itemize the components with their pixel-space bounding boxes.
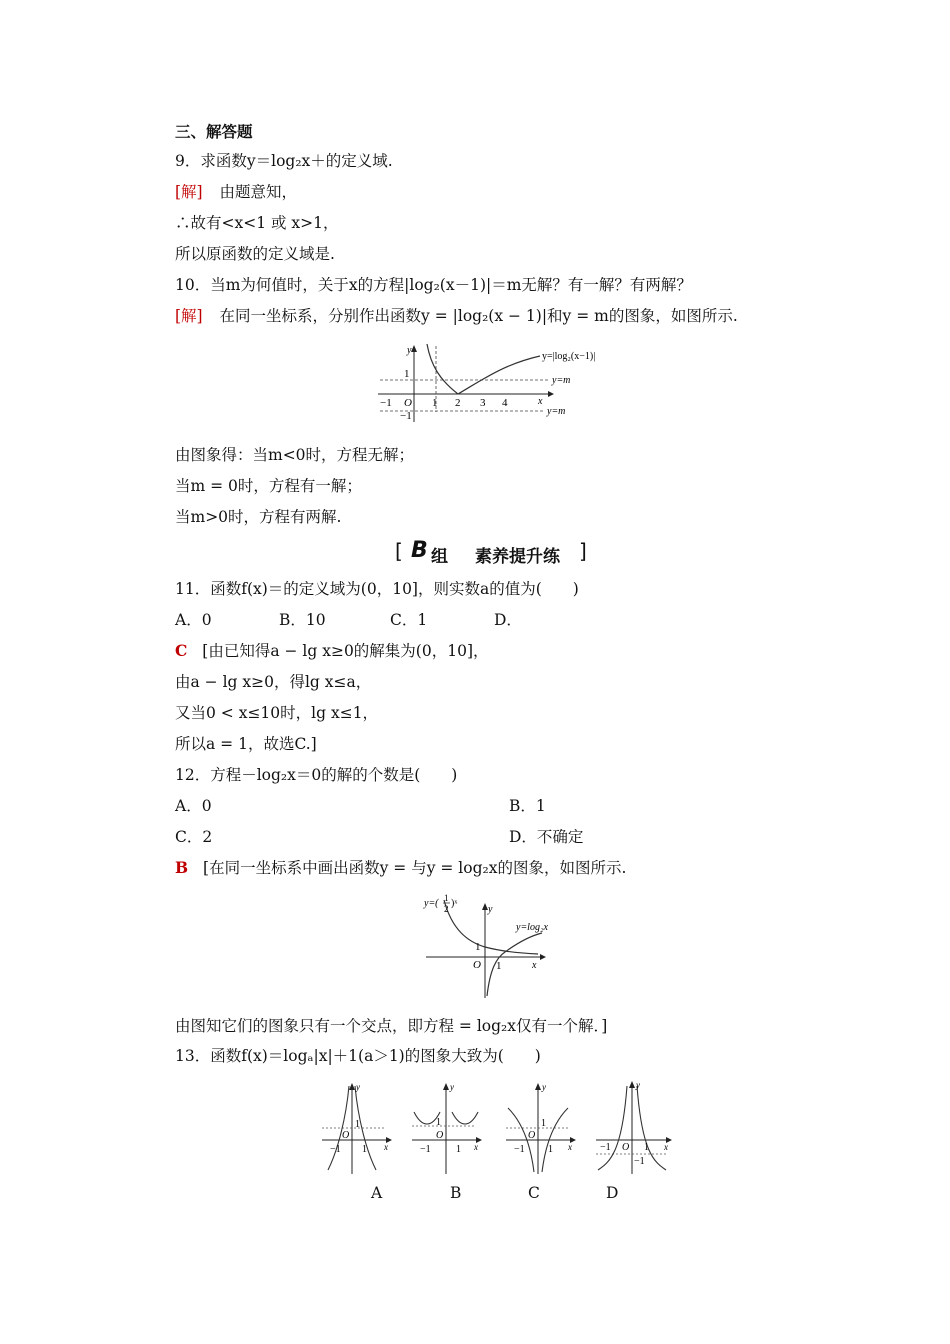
x-tick-3: 3 xyxy=(480,397,486,409)
q11-question: 11．函数f(x)＝的定义域为(0，10]，则实数a的值为( ) xyxy=(175,580,579,598)
q9-solution-line-1 xyxy=(175,181,297,203)
banner-letter: B xyxy=(411,538,428,563)
q11-solution-line-1 xyxy=(175,640,489,662)
y-label: y xyxy=(450,1082,454,1092)
q9-solution-line-3: 所以原函数的定义域是. xyxy=(175,245,335,263)
x-label: x xyxy=(664,1142,668,1152)
q13-graph-c xyxy=(502,1078,582,1176)
y-axis-label: y xyxy=(488,904,493,915)
x-label: x xyxy=(384,1142,388,1152)
y-label: y xyxy=(542,1082,546,1092)
q10-solution-line-1 xyxy=(175,305,738,327)
x-label: x xyxy=(474,1142,478,1152)
y-axis-arrow xyxy=(443,1083,449,1090)
x-tick-4: 4 xyxy=(502,397,508,409)
y-tick-neg1: −1 xyxy=(634,1156,645,1167)
q11-s1: [由已知得a − lg x≥0的解集为(0，10]， xyxy=(202,642,489,660)
x-tick-neg1: −1 xyxy=(380,397,392,409)
y-label: y xyxy=(356,1082,360,1092)
q12-question: 12．方程－log₂x＝0的解的个数是( ) xyxy=(175,766,458,784)
x-tick-neg1: −1 xyxy=(514,1144,525,1155)
y-axis-arrow xyxy=(349,1083,355,1090)
q10-graph xyxy=(370,342,620,424)
x-tick-1: 1 xyxy=(644,1142,649,1153)
q13-graph-d xyxy=(592,1078,678,1176)
q11-option-b: B．10 xyxy=(279,611,326,629)
q12-option-a: A．0 xyxy=(175,797,212,815)
exp-label-den: 2 xyxy=(444,904,449,914)
q13-question: 13．函数f(x)＝logₐ|x|＋1(a＞1)的图象大致为( ) xyxy=(175,1047,541,1065)
solution-tag: [解] xyxy=(175,307,203,325)
q10-s1: 在同一坐标系，分别作出函数y = |log₂(x − 1)|和y = m的图象，如图所示. xyxy=(219,307,738,325)
q11-solution-line-3: 又当0 < x≤10时，lg x≤1， xyxy=(175,704,379,722)
origin-label: O xyxy=(622,1142,630,1153)
q9-question: 9．求函数y＝log₂x＋的定义域. xyxy=(175,152,393,170)
q13-caption-b: B xyxy=(450,1184,462,1202)
x-axis-arrow xyxy=(540,954,546,960)
y-axis-arrow xyxy=(629,1081,635,1088)
q12-option-d: D．不确定 xyxy=(509,828,584,846)
x-tick-1: 1 xyxy=(496,960,502,972)
q13-graph-b xyxy=(408,1078,488,1176)
banner-close-bracket: ] xyxy=(579,539,587,563)
origin-label: O xyxy=(436,1130,444,1141)
y-tick-1: 1 xyxy=(541,1118,546,1129)
x-tick-1: 1 xyxy=(548,1144,553,1155)
x-tick-1: 1 xyxy=(432,397,438,409)
curve-label: y=|log₂(x−1)| xyxy=(542,351,596,362)
origin-label: O xyxy=(473,959,481,971)
q11-option-d: D． xyxy=(494,611,522,629)
banner-open-bracket: [ xyxy=(395,539,403,563)
x-tick-2: 2 xyxy=(455,397,461,409)
x-tick-neg1: −1 xyxy=(330,1144,341,1155)
curve-left xyxy=(598,1086,630,1170)
curve-right xyxy=(452,1112,478,1124)
q11-option-a: A．0 xyxy=(175,611,212,629)
y-axis-arrow xyxy=(535,1083,541,1090)
q12-option-c: C．2 xyxy=(175,828,213,846)
origin-label: O xyxy=(404,397,412,409)
ym-upper-label: y=m xyxy=(552,375,571,386)
q12-answer: B xyxy=(175,858,189,877)
q12-graph xyxy=(420,890,570,1002)
y-tick-1: 1 xyxy=(355,1119,360,1130)
q13-caption-a: A xyxy=(371,1184,383,1202)
banner-group: 组 xyxy=(431,547,448,567)
exp-label-num: 1 xyxy=(444,893,449,903)
y-axis-label: y xyxy=(407,345,412,356)
x-tick-1: 1 xyxy=(456,1144,461,1155)
solution-tag: [解] xyxy=(175,183,203,201)
y-tick-neg1: −1 xyxy=(400,410,412,422)
q9-s1: 由题意知， xyxy=(219,183,298,201)
q10-solution-line-2: 由图象得：当m<0时，方程无解； xyxy=(175,446,415,464)
x-tick-neg1: −1 xyxy=(420,1144,431,1155)
x-label: x xyxy=(568,1142,572,1152)
q9-solution-line-2: ∴故有<x<1 或 x>1， xyxy=(175,214,339,232)
x-axis-label: x xyxy=(538,396,543,407)
q11-option-c: C．1 xyxy=(390,611,428,629)
section-title: 三、解答题 xyxy=(175,122,253,141)
q11-solution-line-4: 所以a = 1，故选C.] xyxy=(175,735,317,753)
q10-question: 10．当m为何值时，关于x的方程|log₂(x－1)|＝m无解？有一解？有两解？ xyxy=(175,276,692,294)
q10-solution-line-3: 当m = 0时，方程有一解； xyxy=(175,477,362,495)
ym-lower-label: y=m xyxy=(547,406,566,417)
q12-s1: [在同一坐标系中画出函数y = 与y = log₂x的图象，如图所示. xyxy=(203,859,627,877)
q13-caption-d: D xyxy=(606,1184,619,1202)
y-axis-arrow xyxy=(411,345,417,352)
origin-label: O xyxy=(342,1130,350,1141)
q10-solution-line-4: 当m>0时，方程有两解. xyxy=(175,508,342,526)
curve-left-branch xyxy=(427,344,458,394)
x-tick-neg1: −1 xyxy=(600,1142,611,1153)
exp-label-suffix: )ˣ xyxy=(451,898,458,909)
q12-solution-line-2: 由图知它们的图象只有一个交点，即方程 = log₂x仅有一个解．] xyxy=(175,1017,608,1035)
x-tick-1: 1 xyxy=(362,1144,367,1155)
log-label: y=log₂x xyxy=(516,922,548,933)
q12-option-b: B．1 xyxy=(509,797,546,815)
q13-graph-a xyxy=(318,1078,398,1176)
y-tick-1: 1 xyxy=(436,1117,441,1128)
q13-caption-c: C xyxy=(528,1184,540,1202)
q11-solution-line-2: 由a − lg x≥0，得lg x≤a， xyxy=(175,673,372,691)
x-axis-arrow xyxy=(548,391,554,397)
y-tick-1: 1 xyxy=(404,368,410,380)
q11-answer: C xyxy=(175,641,188,660)
section-banner xyxy=(395,540,595,568)
exp-label-prefix: y=( xyxy=(424,898,439,909)
q12-solution-line-1 xyxy=(175,857,626,879)
y-label: y xyxy=(636,1080,640,1090)
curve-right-branch xyxy=(458,356,540,394)
origin-label: O xyxy=(528,1130,536,1141)
x-axis-label: x xyxy=(532,960,537,971)
y-tick-1: 1 xyxy=(475,941,481,953)
banner-title: 素养提升练 xyxy=(475,547,560,567)
